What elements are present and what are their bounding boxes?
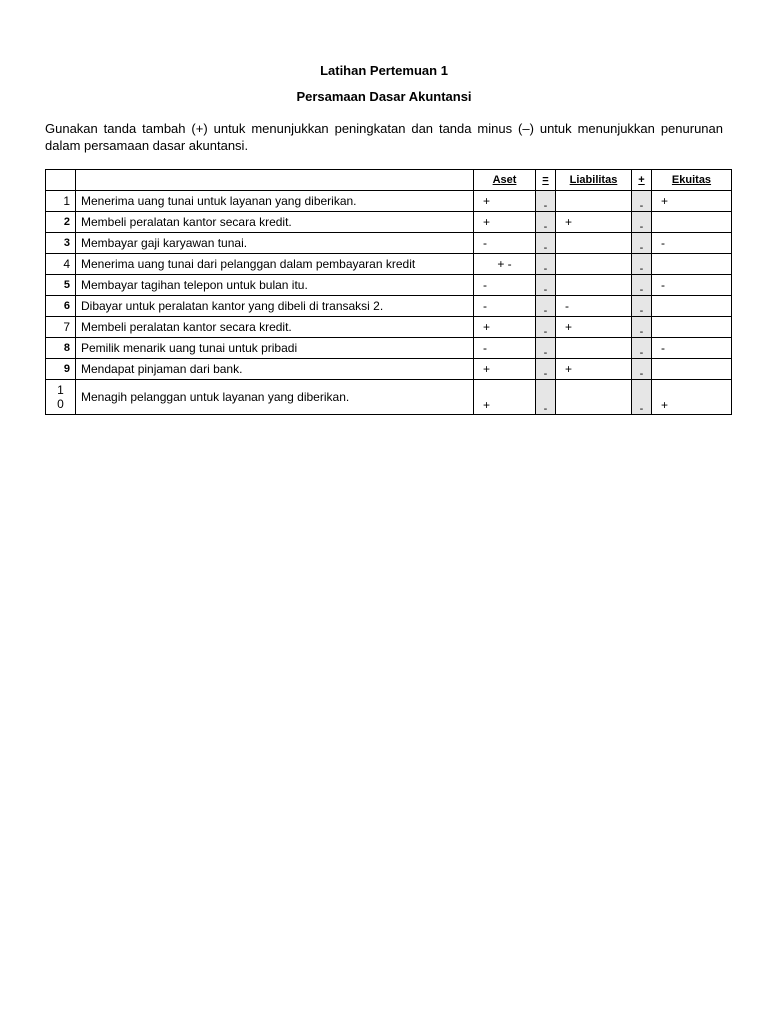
row-description: Menerima uang tunai dari pelanggan dalam pembayaran kredit <box>76 254 474 275</box>
row-plus-op: - <box>632 338 652 359</box>
row-description: Membayar tagihan telepon untuk bulan itu. <box>76 275 474 296</box>
row-assets: - <box>474 296 536 317</box>
row-number: 9 <box>46 359 76 380</box>
row-equals-op: - <box>536 317 556 338</box>
row-plus-op: - <box>632 212 652 233</box>
row-assets: + <box>474 359 536 380</box>
row-number: 3 <box>46 233 76 254</box>
row-description: Menerima uang tunai untuk layanan yang diberikan. <box>76 191 474 212</box>
row-description: Membeli peralatan kantor secara kredit. <box>76 212 474 233</box>
header-plus-sign: + <box>632 170 652 191</box>
row-equity <box>652 212 732 233</box>
row-liabilities <box>556 338 632 359</box>
row-number-line-2: 0 <box>57 397 64 411</box>
row-number: 2 <box>46 212 76 233</box>
row-assets: + - <box>474 254 536 275</box>
row-equals-op: - <box>536 296 556 317</box>
row-assets: + <box>474 317 536 338</box>
row-liabilities: + <box>556 317 632 338</box>
row-equity <box>652 359 732 380</box>
instructions-paragraph: Gunakan tanda tambah (+) untuk menunjukkan peningkatan dan tanda minus (–) untuk menunjukkan penurunan dalam persamaan dasar akuntansi. <box>45 121 723 153</box>
row-description: Menagih pelanggan untuk layanan yang diberikan. <box>76 380 474 415</box>
row-liabilities: - <box>556 296 632 317</box>
row-equals-op: - <box>536 191 556 212</box>
row-description: Mendapat pinjaman dari bank. <box>76 359 474 380</box>
row-plus-op: - <box>632 254 652 275</box>
row-equity <box>652 254 732 275</box>
row-equals-op: - <box>536 380 556 415</box>
row-number: 7 <box>46 317 76 338</box>
row-equity: + <box>652 380 732 415</box>
table-row <box>46 380 732 415</box>
row-plus-op: - <box>632 317 652 338</box>
row-liabilities: + <box>556 212 632 233</box>
row-number: 6 <box>46 296 76 317</box>
header-assets: Aset <box>474 170 536 191</box>
row-liabilities <box>556 275 632 296</box>
row-liabilities <box>556 233 632 254</box>
row-equals-op: - <box>536 275 556 296</box>
table-header-row <box>46 170 732 191</box>
header-number-cell <box>46 170 76 191</box>
row-liabilities <box>556 191 632 212</box>
row-plus-op: - <box>632 191 652 212</box>
row-equity: - <box>652 233 732 254</box>
table-row <box>46 317 732 338</box>
header-liabilities: Liabilitas <box>556 170 632 191</box>
row-number-line-1: 1 <box>57 383 64 397</box>
row-equity: - <box>652 338 732 359</box>
row-equals-op: - <box>536 359 556 380</box>
row-assets: + <box>474 212 536 233</box>
row-assets: + <box>474 191 536 212</box>
row-plus-op: - <box>632 296 652 317</box>
row-number <box>46 380 76 415</box>
table-row <box>46 254 732 275</box>
row-assets: - <box>474 275 536 296</box>
document-subtitle: Persamaan Dasar Akuntansi <box>296 89 472 104</box>
row-description: Dibayar untuk peralatan kantor yang dibeli di transaksi 2. <box>76 296 474 317</box>
row-liabilities: + <box>556 359 632 380</box>
row-liabilities <box>556 380 632 415</box>
row-equals-op: - <box>536 233 556 254</box>
row-equity <box>652 296 732 317</box>
row-assets: - <box>474 233 536 254</box>
row-plus-op: - <box>632 359 652 380</box>
row-equity <box>652 317 732 338</box>
header-equity: Ekuitas <box>652 170 732 191</box>
header-description-cell <box>76 170 474 191</box>
header-equals-sign: = <box>536 170 556 191</box>
table-row <box>46 338 732 359</box>
table-row <box>46 233 732 254</box>
row-equals-op: - <box>536 338 556 359</box>
row-plus-op: - <box>632 233 652 254</box>
row-equity: - <box>652 275 732 296</box>
accounting-equation-table <box>45 169 732 415</box>
table-row <box>46 212 732 233</box>
row-assets: + <box>474 380 536 415</box>
table-row <box>46 296 732 317</box>
document-title: Latihan Pertemuan 1 <box>320 63 448 78</box>
table-row <box>46 191 732 212</box>
row-description: Pemilik menarik uang tunai untuk pribadi <box>76 338 474 359</box>
row-plus-op: - <box>632 275 652 296</box>
row-assets: - <box>474 338 536 359</box>
row-number: 1 <box>46 191 76 212</box>
row-liabilities <box>556 254 632 275</box>
table-row <box>46 359 732 380</box>
row-equals-op: - <box>536 254 556 275</box>
row-number: 5 <box>46 275 76 296</box>
row-plus-op: - <box>632 380 652 415</box>
row-description: Membayar gaji karyawan tunai. <box>76 233 474 254</box>
row-number: 8 <box>46 338 76 359</box>
row-number: 4 <box>46 254 76 275</box>
row-equity: + <box>652 191 732 212</box>
row-description: Membeli peralatan kantor secara kredit. <box>76 317 474 338</box>
table-row <box>46 275 732 296</box>
row-equals-op: - <box>536 212 556 233</box>
